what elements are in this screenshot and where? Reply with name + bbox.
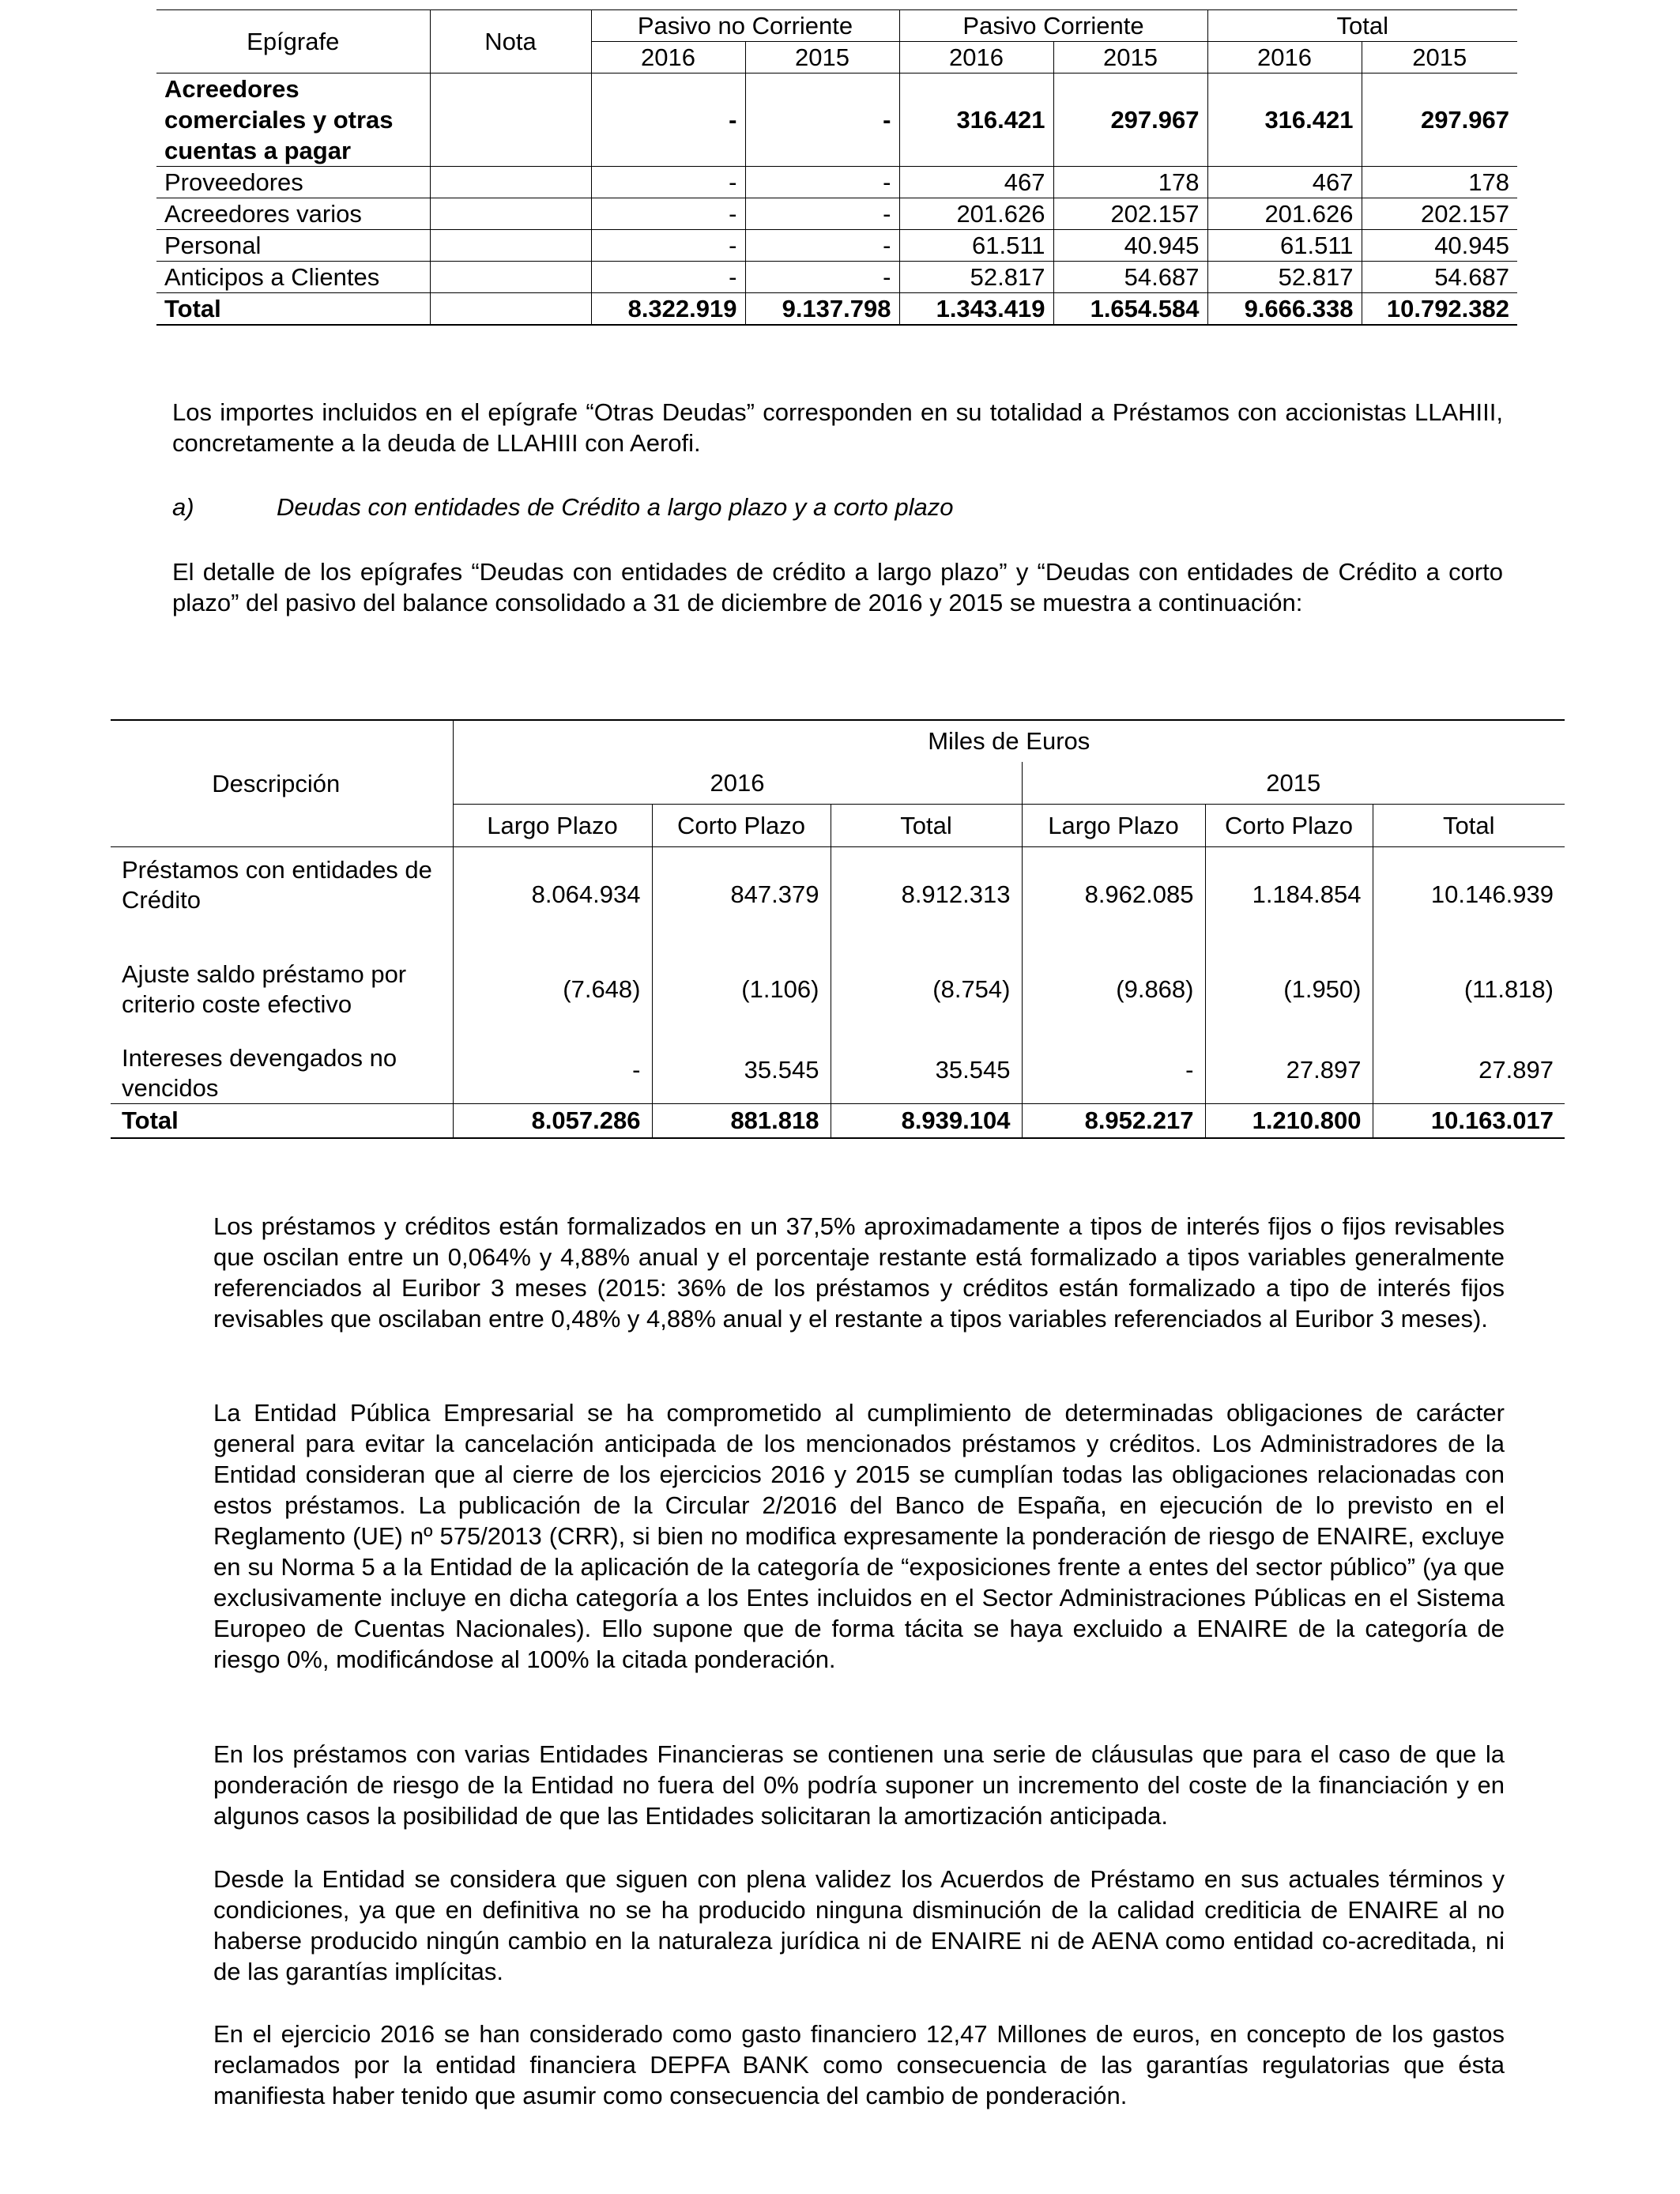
cell-value: 54.687 [1053,262,1207,293]
cell-value: 54.687 [1362,262,1517,293]
col-group-2016: 2016 [453,762,1022,805]
col-header-year: 2016 [899,42,1053,74]
row-note [430,198,591,230]
row-note [430,74,591,167]
paragraph-detalle: El detalle de los epígrafes “Deudas con entidades de crédito a largo plazo” y “Deudas con entidades de Crédito a corto plazo” del pasivo del balance consolidado a 31 de diciembre de 2016 y 2015 se muestra a continuación: [172,558,1503,616]
table-row [156,230,1517,262]
total-value: 10.163.017 [1373,1104,1565,1139]
row-label: Acreedores comerciales y otras cuentas a pagar [156,74,430,167]
col-header-year: 2015 [1362,42,1517,74]
cell-value: 52.817 [899,262,1053,293]
cell-value: - [745,167,899,198]
cell-value: 178 [1053,167,1207,198]
row-note [430,262,591,293]
cell-value: 467 [1207,167,1362,198]
total-value: 8.057.286 [453,1104,652,1139]
col-header-year: 2016 [1207,42,1362,74]
paragraph-clausulas: En los préstamos con varias Entidades Financieras se contienen una serie de cláusulas que para el caso de que la ponderación de riesgo de la Entidad no fuera del 0% podría suponer un incremento del coste de la financiación y en algunos casos la posibilidad de que las Entidades solicitaran la amortización anticipada. [213,1740,1505,1830]
table-row [111,1037,1565,1104]
total-value: 1.210.800 [1205,1104,1373,1139]
cell-value: 202.157 [1362,198,1517,230]
row-label: Préstamos con entidades de Crédito [122,856,432,914]
row-label: Acreedores varios [156,198,430,230]
cell-value: - [591,230,745,262]
cell-value: (7.648) [453,942,652,1037]
cell-value: 201.626 [1207,198,1362,230]
col-header-epigrafe: Epígrafe [156,10,430,74]
col-group-total: Total [1207,10,1517,42]
cell-value: 61.511 [899,230,1053,262]
paragraph-otras-deudas: Los importes incluidos en el epígrafe “Otras Deudas” corresponden en su totalidad a Préstamos con accionistas LLAHIII, concretamente a la deuda de LLAHIII con Aerofi. [172,398,1503,457]
col-header-corto-plazo: Corto Plazo [1205,805,1373,847]
col-header-year: 2015 [745,42,899,74]
row-label: Personal [156,230,430,262]
cell-value: 27.897 [1373,1037,1565,1104]
table-row [156,167,1517,198]
col-header-year: 2015 [1053,42,1207,74]
row-label: Intereses devengados no vencidos [111,1037,453,1104]
cell-value: 35.545 [652,1037,831,1104]
cell-value: 467 [899,167,1053,198]
section-heading [172,492,194,522]
section-letter: a) [172,493,194,521]
total-value: 8.322.919 [591,293,745,326]
table-row [111,942,1565,1037]
table-total-row [156,293,1517,326]
row-note [430,230,591,262]
section-title: Deudas con entidades de Crédito a largo plazo y a corto plazo [277,493,954,521]
row-label: Ajuste saldo préstamo por criterio coste efectivo [122,960,407,1018]
cell-value: 35.545 [831,1037,1022,1104]
col-group-pasivo-no-corriente: Pasivo no Corriente [591,10,899,42]
row-note [430,293,591,326]
cell-value: 1.184.854 [1205,847,1373,943]
cell-value: - [745,262,899,293]
cell-value: - [453,1037,652,1104]
table-total-row [111,1104,1565,1139]
paragraph-tipos-interes: Los préstamos y créditos están formalizados en un 37,5% aproximadamente a tipos de interés fijos o fijos revisables que oscilan entre un 0,064% y 4,88% anual y el porcentaje restante está formalizado a tipos variables generalmente referenciados al Euribor 3 meses (2015: 36% de los préstamos y créditos están formalizado a tipo de interés fijos revisables que oscilaban entre 0,48% y 4,88% anual y el restante a tipos variables referenciados al Euribor 3 meses). [213,1212,1505,1333]
cell-value: 61.511 [1207,230,1362,262]
total-label: Total [156,293,430,326]
cell-value: 316.421 [899,74,1053,167]
table-row [111,847,1565,943]
credit-debts-table [111,719,1565,1139]
total-value: 9.137.798 [745,293,899,326]
cell-value: 297.967 [1053,74,1207,167]
cell-value: (1.950) [1205,942,1373,1037]
total-value: 8.939.104 [831,1104,1022,1139]
col-header-largo-plazo: Largo Plazo [1022,805,1205,847]
cell-value: 8.912.313 [831,847,1022,943]
total-value: 881.818 [652,1104,831,1139]
table-row [156,262,1517,293]
table-row [156,198,1517,230]
row-label: Anticipos a Clientes [156,262,430,293]
cell-value: (9.868) [1022,942,1205,1037]
col-header-total: Total [831,805,1022,847]
col-header-miles-de-euros: Miles de Euros [453,720,1565,762]
cell-value: 40.945 [1362,230,1517,262]
cell-value: (11.818) [1373,942,1565,1037]
cell-value: - [591,262,745,293]
col-header-descripcion: Descripción [111,720,453,847]
cell-value: 10.146.939 [1373,847,1565,943]
col-header-nota: Nota [430,10,591,74]
row-note [430,167,591,198]
cell-value: - [1022,1037,1205,1104]
cell-value: 8.962.085 [1022,847,1205,943]
cell-value: - [591,167,745,198]
cell-value: - [591,198,745,230]
total-value: 10.792.382 [1362,293,1517,326]
col-group-pasivo-corriente: Pasivo Corriente [899,10,1207,42]
total-value: 8.952.217 [1022,1104,1205,1139]
total-value: 9.666.338 [1207,293,1362,326]
paragraph-acuerdos: Desde la Entidad se considera que siguen con plena validez los Acuerdos de Préstamo en sus actuales términos y condiciones, ya que en definitiva no se ha producido ninguna disminución de la calidad crediticia de ENAIRE al no haberse producido ningún cambio en la naturaleza jurídica ni de ENAIRE ni de AENA como entidad co-acreditada, ni de las garantías implícitas. [213,1865,1505,1985]
cell-value: 40.945 [1053,230,1207,262]
cell-value: 847.379 [652,847,831,943]
cell-value: 52.817 [1207,262,1362,293]
cell-value: (1.106) [652,942,831,1037]
row-label: Proveedores [156,167,430,198]
col-header-corto-plazo: Corto Plazo [652,805,831,847]
col-group-2015: 2015 [1022,762,1565,805]
total-value: 1.343.419 [899,293,1053,326]
cell-value: - [745,198,899,230]
col-header-year: 2016 [591,42,745,74]
cell-value: (8.754) [831,942,1022,1037]
col-header-total: Total [1373,805,1565,847]
cell-value: - [745,74,899,167]
liabilities-table [156,9,1517,326]
cell-value: - [591,74,745,167]
col-header-largo-plazo: Largo Plazo [453,805,652,847]
paragraph-obligaciones: La Entidad Pública Empresarial se ha comprometido al cumplimiento de determinadas obligaciones de carácter general para evitar la cancelación anticipada de los mencionados préstamos y créditos. Los Administradores de la Entidad consideran que al cierre de los ejercicios 2016 y 2015 se cumplían todas las obligaciones relacionadas con estos préstamos. La publicación de la Circular 2/2016 del Banco de España, en ejecución de lo previsto en el Reglamento (UE) nº 575/2013 (CRR), si bien no modifica expresamente la ponderación de riesgo de ENAIRE, excluye en su Norma 5 a la Entidad de la aplicación de la categoría de “exposiciones frente a entes del sector público” (ya que exclusivamente incluye en dicha categoría a los Entes incluidos en el Sector Administraciones Públicas en el Sistema Europeo de Cuentas Nacionales). Ello supone que de forma tácita se haya excluido a ENAIRE de la categoría de riesgo 0%, modificándose al 100% la citada ponderación. [213,1399,1505,1673]
table-row [156,74,1517,167]
cell-value: 297.967 [1362,74,1517,167]
total-value: 1.654.584 [1053,293,1207,326]
cell-value: 8.064.934 [453,847,652,943]
cell-value: 27.897 [1205,1037,1373,1104]
paragraph-gasto-financiero: En el ejercicio 2016 se han considerado como gasto financiero 12,47 Millones de euros, en concepto de los gastos reclamados por la entidad financiera DEPFA BANK como consecuencia de las garantías regulatorias que ésta manifiesta haber tenido que asumir como consecuencia del cambio de ponderación. [213,2020,1505,2109]
total-label: Total [111,1104,453,1139]
cell-value: - [745,230,899,262]
cell-value: 202.157 [1053,198,1207,230]
cell-value: 316.421 [1207,74,1362,167]
cell-value: 178 [1362,167,1517,198]
cell-value: 201.626 [899,198,1053,230]
